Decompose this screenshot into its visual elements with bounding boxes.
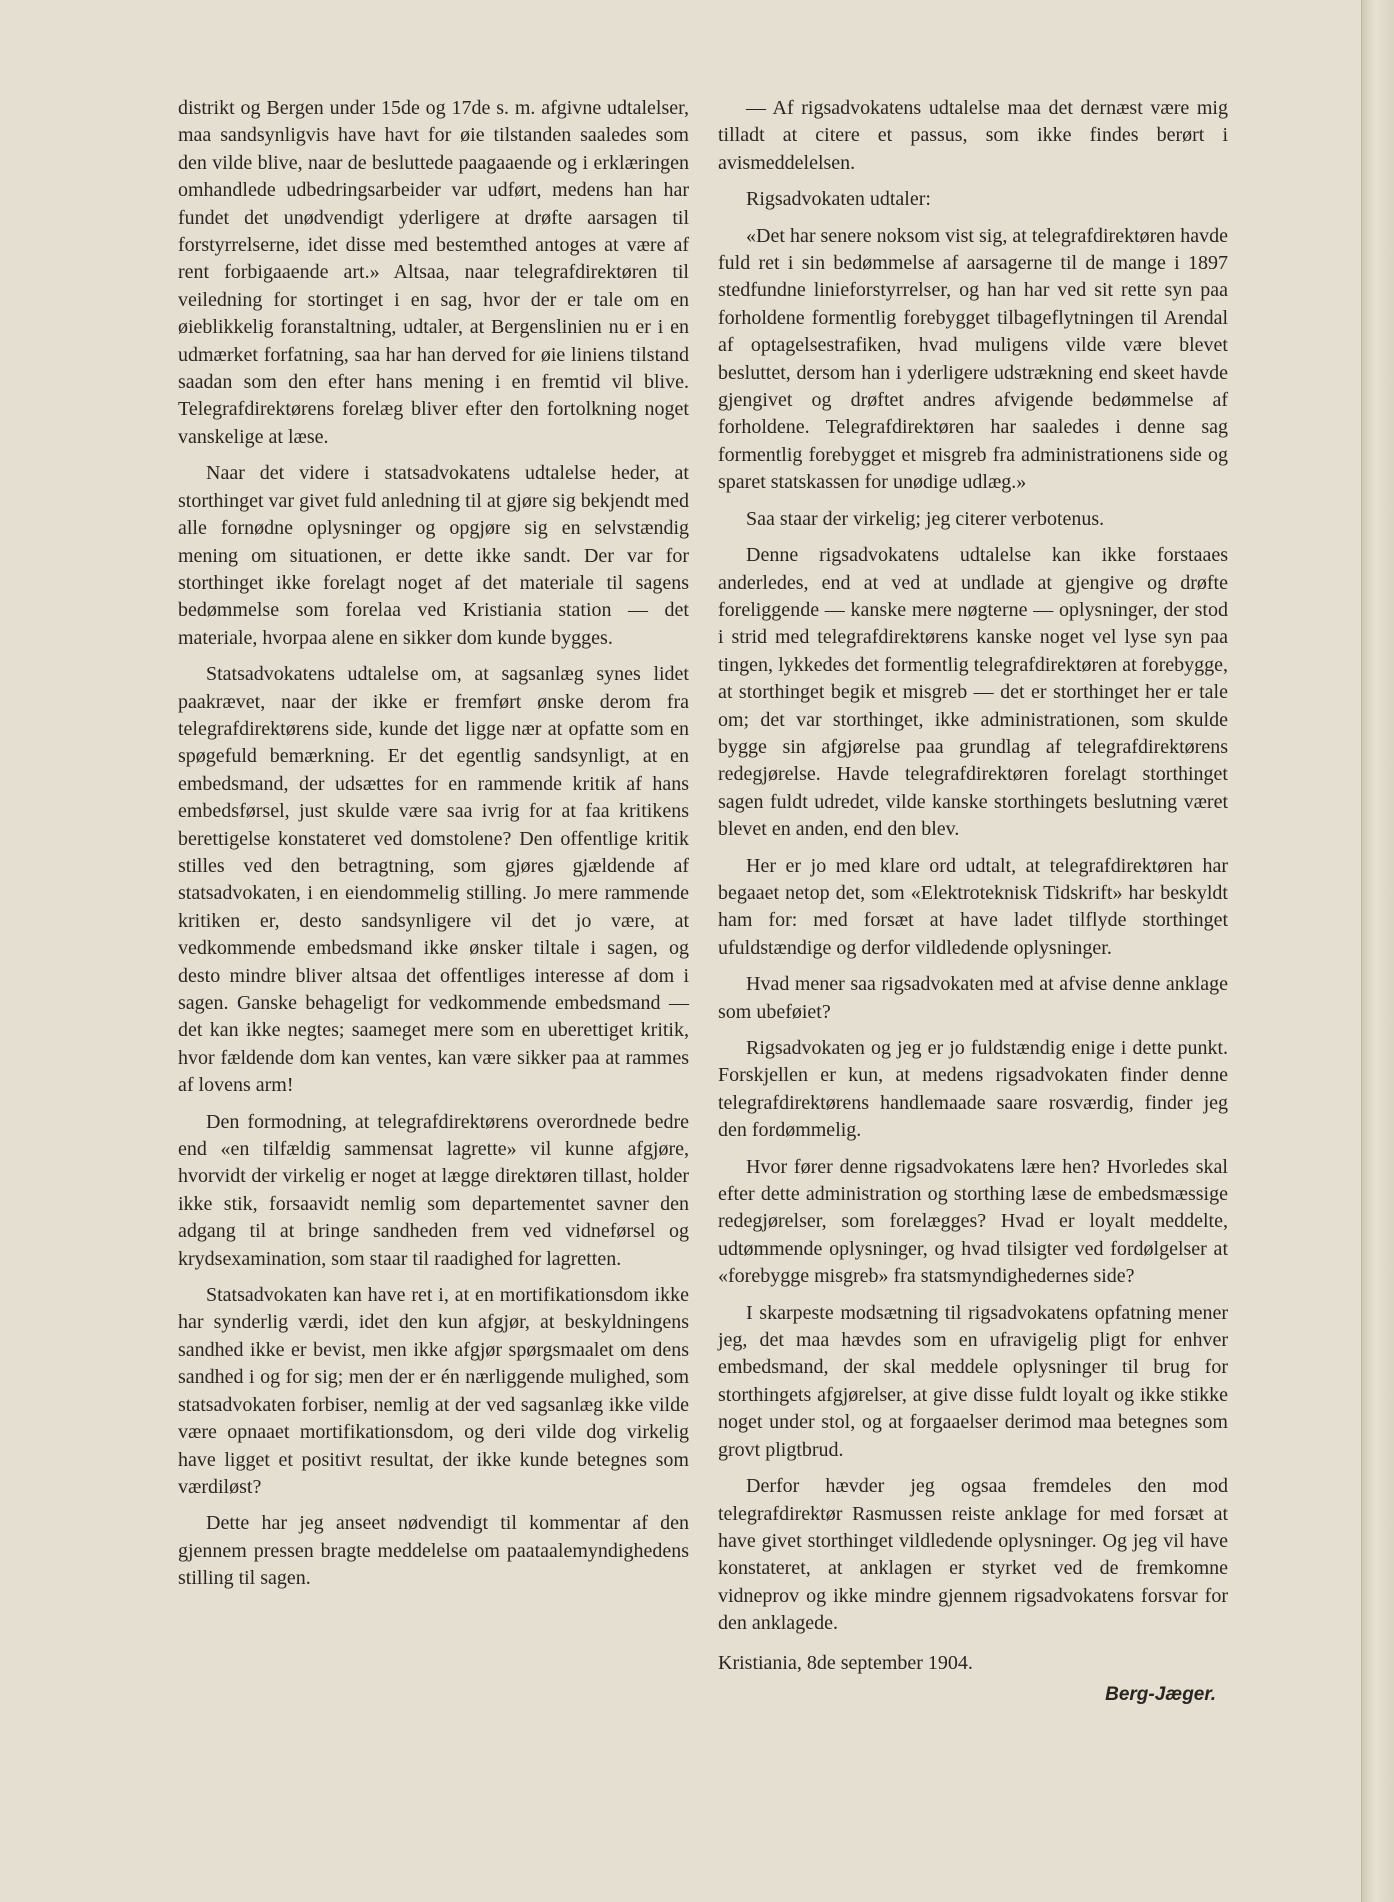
paragraph: Den formodning, at telegrafdirektørens overordnede bedre end «en tilfældig sammensat lagrette» vil kunne afgjøre, hvorvidt der virkelig er noget at lægge direktøren tillast, holder ikke stik, forsaavidt nemlig som departementet savner den adgang til at bringe sandheden frem ved vidneførsel og krydsexamination, som staar til raadighed for lagretten. — [178, 1110, 689, 1270]
paragraph: Denne rigsadvokatens udtalelse kan ikke forstaaes anderledes, end at ved at undlade at gjengive og drøfte foreliggende — kanske mere nøgterne — oplysninger, der stod i strid med telegrafdirektørens kanske noget vel lyse syn paa tingen, lykkedes det formentlig telegrafdirektøren at forebygge, at storthinget begik et misgreb — det er storthinget her er tale om; det var storthinget, ikke administrationen, som skulde bygge sin afgjørelse paa grundlag af telegrafdirektørens redegjørelse. Havde telegrafdirektøren forelagt storthinget sagen fuldt udredet, vilde kanske storthingets beslutning været blevet en anden, end den blev. — [718, 544, 1228, 841]
dateline: Kristiania, 8de september 1904. — [718, 1651, 973, 1674]
left-column — [178, 95, 689, 1593]
paragraph: Rigsadvokaten udtaler: — [746, 188, 931, 211]
paragraph: — Af rigsadvokatens udtalelse maa det dernæst være mig tilladt at citere et passus, som ikke findes berørt i avismeddelelsen. — [718, 97, 1228, 174]
paragraph: Statsadvokaten kan have ret i, at en mortifikationsdom ikke har synderlig værdi, idet den kun afgjør, at beskyldningens sandhed ikke er bevist, men ikke afgjør spørgsmaalet om dens sandhed i og for sig; men der er én nærliggende mulighed, som statsadvokaten forbiser, nemlig at der ved sagsanlæg ikke vilde være opnaaet mortifikationsdom, og deri vilde dog virkelig have ligget et positivt resultat, der ikke kunde betegnes som værdiløst? — [178, 1284, 689, 1498]
paragraph: Hvad mener saa rigsadvokaten med at afvise denne anklage som ubeføiet? — [718, 973, 1228, 1023]
paragraph: Dette har jeg anseet nødvendigt til kommentar af den gjennem pressen bragte meddelelse om paataalemyndighedens stilling til sagen. — [178, 1512, 689, 1590]
signature: Berg-Jæger. — [1105, 1683, 1216, 1705]
paragraph: Derfor hævder jeg ogsaa fremdeles den mod telegrafdirektør Rasmussen reiste anklage for med forsæt at have givet storthinget vildledende oplysninger. Og jeg vil have konstateret, at anklagen er styrket ved de fremkomne vidneprov og ikke mindre gjennem rigsadvokatens forsvar for den anklagede. — [718, 1475, 1228, 1635]
paragraph: Statsadvokatens udtalelse om, at sagsanlæg synes lidet paakrævet, naar der ikke er fremført ønske derom fra telegrafdirektørens side, kunde det ligge nær at opfatte som en spøgefuld bemærkning. Er det egentlig sandsynligt, at en embedsmand, der udsættes for en rammende kritik af hans embedsførsel, just skulde være saa ivrig for at faa kritikens berettigelse konstateret ved domstolene? Den offentlige kritik stilles ved den betragtning, som gjøres gjældende af statsadvokaten, i en eiendommelig stilling. Jo mere rammende kritiken er, desto sandsynligere vil det jo være, at vedkommende embedsmand ikke ønsker tiltale i sagen, og desto mindre bliver altsaa det offentliges interesse af dom i sagen. Ganske behageligt for vedkommende embedsmand — det kan ikke negtes; saameget mere som en uberettiget kritik, hvor fældende dom kan ventes, kan være sikker paa at rammes af lovens arm! — [178, 663, 689, 1097]
paragraph: Her er jo med klare ord udtalt, at telegrafdirektøren har begaaet netop det, som «Elektroteknisk Tidskrift» har beskyldt ham for: med forsæt at have ladet tilflyde storthinget ufuldstændige og derfor vildledende oplysninger. — [718, 854, 1228, 959]
paragraph: I skarpeste modsætning til rigsadvokatens opfatning mener jeg, det maa hævdes som en ufravigelig pligt for enhver embedsmand, der skal meddele oplysninger til brug for storthingets afgjørelser, at give disse fuldt loyalt og ikke stikke noget under stol, og at forgaaelser derimod maa betegnes som grovt pligtbrud. — [718, 1301, 1228, 1461]
quoted-paragraph: «Det har senere noksom vist sig, at telegrafdirektøren havde fuld ret i sin bedømmelse af aarsagerne til de mange i 1897 stedfundne linieforstyrrelser, og han har ved sit rette syn paa forholdene formentlig forebygget tilbageflytningen til Arendal af optagelsestrafiken, hvad muligens vilde være blevet besluttet, dersom han i yderligere udstrækning end skeet havde gjengivet og drøftet andres afvigende bedømmelse af forholdene. Telegrafdirektøren har saaledes i denne sag formentlig forebygget et misgreb fra administrationens side og sparet statskassen for unødige udlæg.» — [718, 224, 1228, 494]
paragraph: Saa staar der virkelig; jeg citerer verbotenus. — [746, 507, 1105, 530]
page-edge — [1361, 0, 1394, 1902]
paragraph: distrikt og Bergen under 15de og 17de s. m. afgivne udtalelser, maa sandsynligvis have havt for øie tilstanden saaledes som den vilde blive, naar de besluttede paagaaende og i erklæringen omhandlede udbedringsarbeider var udført, medens han har fundet det unødvendigt yderligere at drøfte aarsagen til forstyrrelserne, idet disse med bestemthed antoges at være af rent forbigaaende art.» Altsaa, naar telegrafdirektøren til veiledning for stortinget i en sag, hvor der er tale om en øieblikkelig foranstaltning, udtaler, at Bergenslinien nu er i en udmærket forfatning, saa har han derved for øie liniens tilstand saadan som den efter hans mening i en fremtid vil blive. Telegrafdirektørens forelæg bliver efter den fortolkning noget vanskelige at læse. — [178, 97, 689, 448]
paragraph: Hvor fører denne rigsadvokatens lære hen? Hvorledes skal efter dette administration og storthing læse de embedsmæssige redegjørelser, som forelægges? Hvad er loyalt meddelte, udtømmende oplysninger, og hvad tilsigter ved fordølgelser at «forebygge misgreb» fra statsmyndighedernes side? — [718, 1155, 1228, 1288]
paragraph: Naar det videre i statsadvokatens udtalelse heder, at storthinget var givet fuld anledning til at gjøre sig bekjendt med alle fornødne oplysninger og opgjøre sig en selvstændig mening om situationen, er dette ikke sandt. Der var for storthinget ikke forelagt noget af det materiale til sagens bedømmelse som forelaa ved Kristiania station — det materiale, hvorpaa alene en sikker dom kunde bygges. — [178, 462, 689, 649]
paragraph: Rigsadvokaten og jeg er jo fuldstændig enige i dette punkt. Forskjellen er kun, at medens rigsadvokaten finder denne telegrafdirektørens handlemaade saare rosværdig, finder jeg den fordømmelig. — [718, 1037, 1228, 1142]
right-column — [718, 95, 1228, 1708]
